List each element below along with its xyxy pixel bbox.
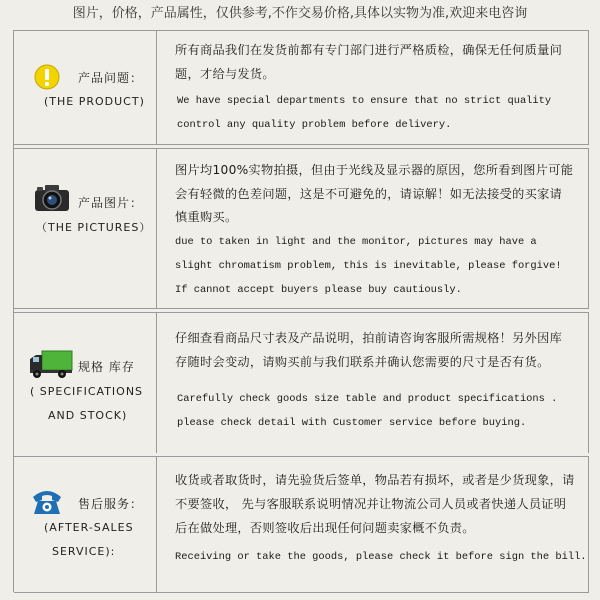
row-label-cell <box>14 457 157 593</box>
row-label-cell <box>14 313 157 454</box>
cn-line: 后在做处理，否则签收后出现任何问题卖家概不负责。 <box>175 521 475 535</box>
en-line: Receiving or take the goods, please check it before sign the bill. <box>175 551 587 563</box>
cn-line: 仔细查看商品尺寸表及产品说明，拍前请咨询客服所需规格！另外因库 <box>175 331 563 345</box>
exclamation-icon <box>34 64 60 90</box>
cn-line: 慎重购买。 <box>175 210 238 224</box>
row-title-cn: 规格 库存 <box>78 360 135 374</box>
en-line: please check detail with Customer service before buying. <box>177 417 527 429</box>
row-label-cell <box>14 149 157 309</box>
camera-icon <box>34 183 70 213</box>
cn-line: 收货或者取货时，请先验货后签单，物品若有损坏，或者是少货现象，请 <box>175 473 575 487</box>
row-title-en: （THE PICTURES） <box>36 221 152 234</box>
row-title-cn: 产品问题： <box>78 71 144 85</box>
cn-line: 所有商品我们在发货前都有专门部门进行严格质检，确保无任何质量问 <box>175 43 563 57</box>
cn-line: 不要签收， 先与客服联系说明情况并让物流公司人员或者快递人员证明 <box>175 497 567 511</box>
row-title-en: AND STOCK) <box>48 409 128 422</box>
row-title-en: ( SPECIFICATIONS <box>30 385 144 398</box>
en-line: Carefully check goods size table and product specifications . <box>177 393 558 405</box>
delivery-truck-icon <box>28 349 74 379</box>
en-line: If cannot accept buyers please buy cautiously. <box>175 284 462 296</box>
table-row-after-sales <box>14 456 589 593</box>
cn-line: 题，才给与发货。 <box>175 67 275 81</box>
table-row-pictures <box>14 148 589 309</box>
row-content-cell <box>157 457 589 593</box>
cn-line: 图片均100%实物拍摄，但由于光线及显示器的原因，您所看到图片可能 <box>175 163 574 177</box>
row-title-cn: 售后服务： <box>78 497 144 511</box>
row-label-cell <box>14 31 157 145</box>
row-content-cell <box>157 313 589 454</box>
row-content-cell <box>157 149 589 309</box>
telephone-icon <box>30 487 64 517</box>
cn-line: 存随时会变动，请购买前与我们联系并确认您需要的尺寸是否有货。 <box>175 355 550 369</box>
en-line: We have special departments to ensure that no strict quality <box>177 95 552 107</box>
table-row-product <box>14 31 589 145</box>
row-title-en: (THE PRODUCT) <box>44 95 145 108</box>
row-title-cn: 产品图片： <box>78 196 144 210</box>
row-content-cell <box>157 31 589 145</box>
row-title-en: (AFTER-SALES <box>44 521 134 534</box>
row-title-en: SERVICE): <box>52 545 116 558</box>
en-line: slight chromatism problem, this is inevitable, please forgive! <box>175 260 562 272</box>
en-line: control any quality problem before delivery. <box>177 119 452 131</box>
cn-line: 会有轻微的色差问题，这是不可避免的，请谅解！如无法接受的买家请 <box>175 187 563 201</box>
en-line: due to taken in light and the monitor, pictures may have a <box>175 236 537 248</box>
info-table <box>13 30 589 592</box>
page-header: 图片，价格，产品属性，仅供参考,不作交易价格,具体以实物为准,欢迎来电咨询 <box>72 6 528 21</box>
table-row-specifications <box>14 312 589 454</box>
